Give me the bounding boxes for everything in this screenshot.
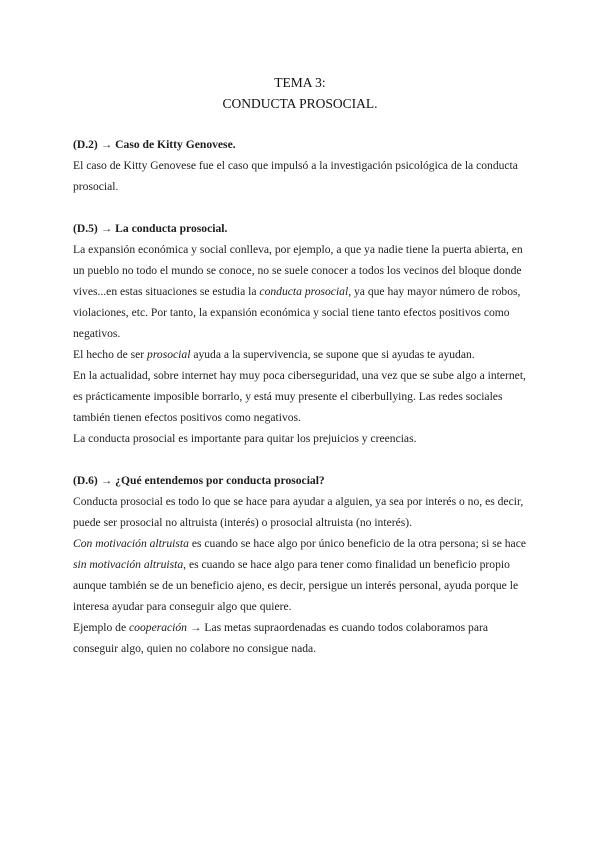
section-d2 — [73, 134, 533, 197]
paragraph: El caso de Kitty Genovese fue el caso que impulsó a la investigación psicológica de la conducta prosocial. — [73, 159, 518, 193]
document-body — [73, 134, 533, 659]
text-run: es cuando se hace algo por único beneficio de la otra persona; si se hace — [188, 537, 526, 550]
paragraph: La conducta prosocial es importante para quitar los prejuicios y creencias. — [73, 432, 417, 445]
section-heading: (D.5) → La conducta prosocial. — [73, 222, 228, 235]
paragraph: Conducta prosocial es todo lo que se hace para ayudar a alguien, ya sea por interés o no, es decir, puede ser prosocial no altruista (interés) o prosocial altruista (no interés). — [73, 495, 524, 529]
italic-term: cooperación — [129, 621, 187, 634]
paragraph — [73, 533, 533, 617]
text-run: ayuda a la supervivencia, se supone que si ayudas te ayudan. — [190, 348, 475, 361]
paragraph — [73, 344, 533, 365]
paragraph — [73, 239, 533, 344]
section-spacer — [73, 197, 533, 218]
document-title — [0, 72, 600, 114]
section-heading: (D.2) → Caso de Kitty Genovese. — [73, 138, 236, 151]
italic-term: sin motivación altruista — [73, 558, 184, 571]
title-line-1: TEMA 3: — [274, 75, 326, 90]
italic-term: conducta prosocial — [259, 285, 349, 298]
section-spacer — [73, 449, 533, 470]
italic-term: Con motivación altruista — [73, 537, 189, 550]
text-run: , ya que hay mayor número de robos, violaciones, etc. Por tanto, la expansión económica y social tiene tanto efectos positivos como negativos. — [73, 285, 521, 340]
text-run: → Las metas supraordenadas es cuando todos colaboramos para conseguir algo, quien no colabore no consigue nada. — [73, 621, 489, 655]
italic-term: prosocial — [147, 348, 191, 361]
text-run: , es cuando se hace algo para tener como finalidad un beneficio propio aunque también se de un beneficio ajeno, es decir, persigue un interés personal, ayuda porque le interesa ayudar para conseguir algo que quiere. — [73, 558, 519, 613]
section-d5 — [73, 218, 533, 449]
section-heading: (D.6) → ¿Qué entendemos por conducta prosocial? — [73, 474, 325, 487]
text-run: La expansión económica y social conlleva, por ejemplo, a que ya nadie tiene la puerta abierta, en un pueblo no todo el mundo se conoce, no se suele conocer a todos los vecinos del bloque donde vives...en estas situaciones se estudia la — [73, 243, 523, 298]
section-d6 — [73, 470, 533, 659]
text-run: El hecho de ser — [73, 348, 148, 361]
text-run: Ejemplo de — [73, 621, 130, 634]
title-line-2: CONDUCTA PROSOCIAL. — [222, 96, 378, 111]
paragraph: En la actualidad, sobre internet hay muy poca ciberseguridad, una vez que se sube algo a internet, es prácticamente imposible borrarlo, y está muy presente el ciberbullying. Las redes sociales también tienen efectos positivos como negativos. — [73, 369, 526, 424]
paragraph — [73, 617, 533, 659]
